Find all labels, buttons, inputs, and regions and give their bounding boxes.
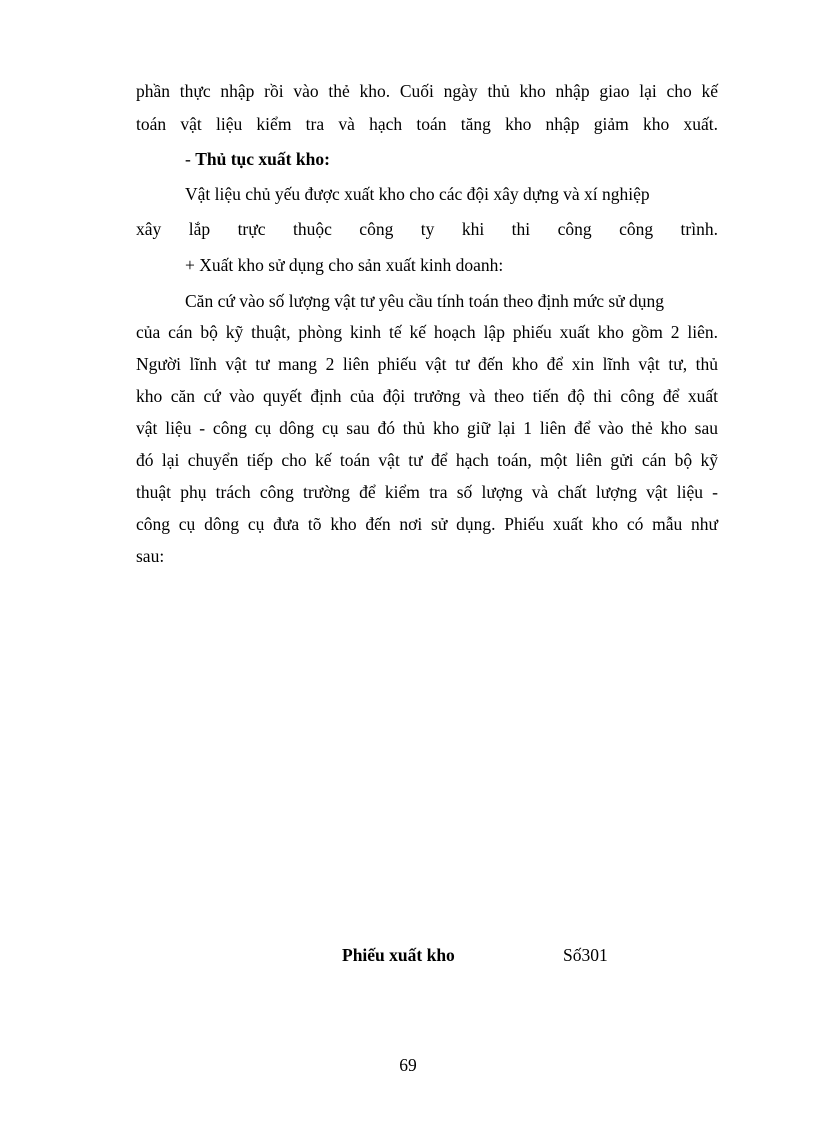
paragraph-line: xây lắp trực thuộc công ty khi thi công công trình. [136,219,718,239]
subheading-line: + Xuất kho sử dụng cho sản xuất kinh doanh: [185,255,504,275]
paragraph-line: kho căn cứ vào quyết định của đội trưởng và theo tiến độ thi công để xuất [136,386,718,406]
paragraph-line: sau: [136,546,165,566]
paragraph-line: Vật liệu chủ yếu được xuất kho cho các đội xây dựng và xí nghiệp [185,184,650,204]
page-number: 69 [399,1055,417,1075]
paragraph-line: Người lĩnh vật tư mang 2 liên phiếu vật tư đến kho để xin lĩnh vật tư, thủ [136,354,718,374]
paragraph-line: của cán bộ kỹ thuật, phòng kinh tế kế hoạch lập phiếu xuất kho gồm 2 liên. [136,322,718,342]
form-number: Số301 [563,945,608,965]
form-title: Phiếu xuất kho [342,945,455,965]
paragraph-line: đó lại chuyển tiếp cho kế toán vật tư để hạch toán, một liên gửi cán bộ kỹ [136,450,718,470]
paragraph-line: vật liệu - công cụ dông cụ sau đó thủ kho giữ lại 1 liên để vào thẻ kho sau [136,418,718,438]
heading-prefix: - [185,149,196,169]
heading-text: Thủ tục xuất kho: [195,149,330,169]
paragraph-line: phần thực nhập rồi vào thẻ kho. Cuối ngày thủ kho nhập giao lại cho kế [136,81,718,101]
section-heading [185,148,330,170]
paragraph-line: thuật phụ trách công trường để kiểm tra số lượng và chất lượng vật liệu - [136,482,718,502]
paragraph-line: Căn cứ vào số lượng vật tư yêu cầu tính toán theo định mức sử dụng [185,291,665,311]
paragraph-line: công cụ dông cụ đưa tõ kho đến nơi sử dụng. Phiếu xuất kho có mẫu như [136,514,718,534]
paragraph-line: toán vật liệu kiểm tra và hạch toán tăng kho nhập giảm kho xuất. [136,114,718,134]
